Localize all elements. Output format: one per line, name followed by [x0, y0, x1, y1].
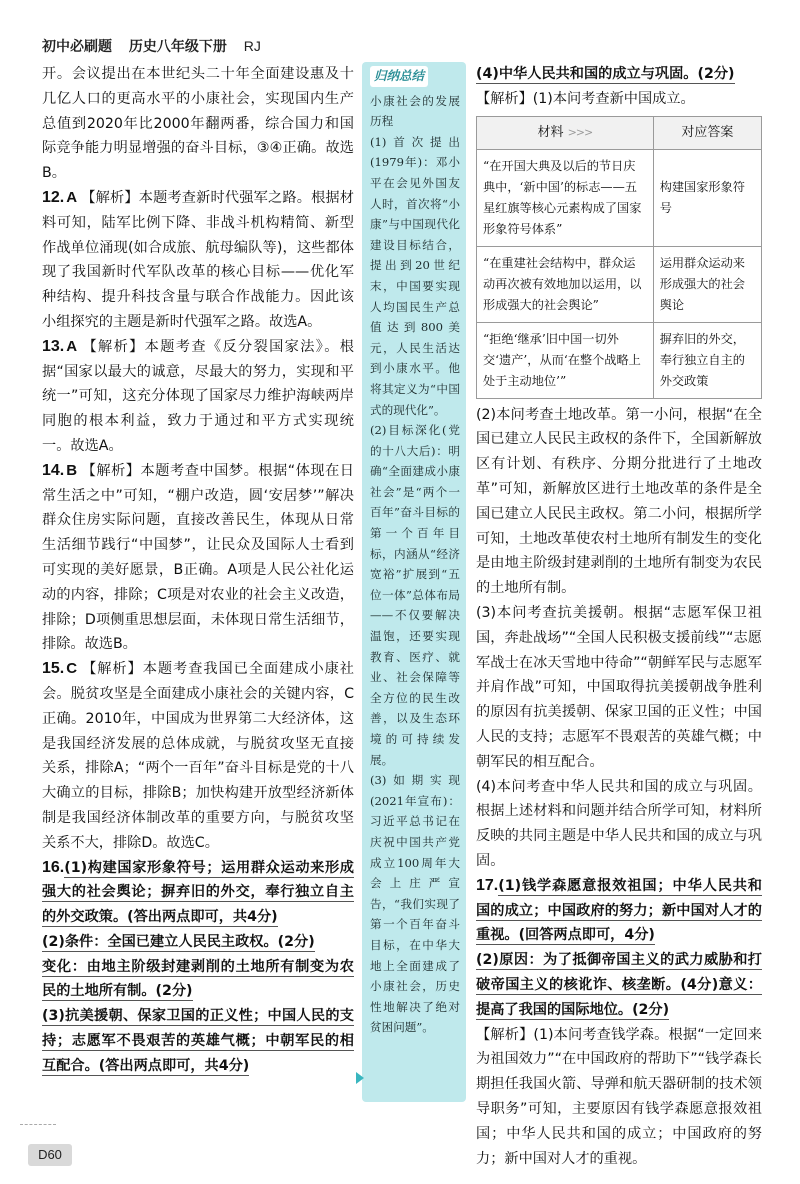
- answer-text: (2)条件：全国已建立人民民主政权。(2分): [42, 933, 315, 950]
- analysis-intro: 【解析】(1)本问考查新中国成立。: [476, 90, 695, 107]
- right-column: [476, 62, 762, 1171]
- table-cell-answer: 摒弃旧的外交，奉行独立自主的外交政策: [653, 322, 761, 398]
- question-number: 17.: [476, 876, 499, 894]
- answer-text: (4)中华人民共和国的成立与巩固。(2分): [476, 66, 735, 82]
- sidebar-body: [362, 91, 466, 1038]
- table-row: [477, 322, 762, 398]
- table-row: [477, 246, 762, 322]
- sidebar-stage-3: (3)如期实现(2021年宣布)：习近平总书记在庆祝中国共产党成立100周年大会上庄严宣告，“我们实现了第一个百年奋斗目标，在中华大地上全面建成了小康社会，历史性地解决了绝对贫困问题”。: [370, 773, 460, 1035]
- header-material: 材料 >>>: [477, 116, 654, 149]
- question-number: 13.: [42, 337, 65, 355]
- answer-text: 变化：由地主阶级封建剥削的土地所有制变为农民的土地所有制。(2分): [42, 958, 354, 1000]
- edition-label: RJ: [243, 38, 261, 54]
- material-answer-table: [476, 116, 762, 399]
- arrow-icon: >>>: [567, 126, 593, 140]
- question-number: 15.: [42, 660, 65, 678]
- question-number: 12.: [42, 188, 65, 206]
- book-title: 初中必刷题: [42, 39, 112, 55]
- sidebar-stage-2: (2)目标深化(党的十八大后)：明确“全面建成小康社会”是“两个一百年”奋斗目标的第一个百年目标，内涵从“经济宽裕”扩展到“五位一体”总体布局——不仅要解决温饱，还要实现教育、医疗、就业、社会保障等全方位的民生改善，以及生态环境的可持续发展。: [370, 423, 460, 767]
- question-16-part4: [476, 62, 762, 87]
- analysis-text: 【解析】本题考查我国已全面建成小康社会。脱贫攻坚是全面建成小康社会的关键内容，C正确。2010年，中国成为世界第二大经济体，这是我国经济发展的总体成就，与脱贫攻坚无直接关系，排除A；“两个一百年”奋斗目标是党的十八大确立的目标，排除B；加快构建开放型经济新体制是我国经济体制改革的重要方向，与脱贫攻坚关系不大，排除D。故选C。: [42, 661, 354, 851]
- question-number: 14.: [42, 461, 65, 479]
- answer-text: (1)钱学森愿意报效祖国；中华人民共和国的成立；中国政府的努力；新中国对人才的重视。(回答两点即可，4分): [476, 877, 762, 944]
- answer-letter: C: [66, 660, 78, 678]
- question-13: [42, 335, 354, 459]
- corner-decoration: [20, 1124, 56, 1135]
- question-16-part3: [42, 1004, 354, 1078]
- analysis-part2: (2)本问考查土地改革。第一小问，根据“在全国已建立人民民主政权的条件下，全国新解放区有计划、有秩序、分期分批进行了土地改革”可知，新解放区进行土地改革的条件是全国已建立人民民主政权。第二小问，根据所学可知，土地改革使农村土地所有制发生的变化是由地主阶级封建剥削的土地所有制变为农民的土地所有制。: [476, 406, 762, 597]
- question-17-part1: [476, 874, 762, 948]
- table-cell-answer: 运用群众运动来形成强大的社会舆论: [653, 246, 761, 322]
- question-15: [42, 657, 354, 855]
- page-number: D60: [28, 1144, 72, 1166]
- question-16-part2-change: [42, 955, 354, 1005]
- answer-letter: A: [66, 188, 78, 206]
- table-header-row: [477, 116, 762, 149]
- question-17-analysis: 【解析】(1)本问考查钱学森。根据“一定回来为祖国效力”“在中国政府的帮助下”“钱学森长期担任我国火箭、导弹和航天器研制的技术领导职务”可知，主要原因有钱学森愿意报效祖国；中华人民共和国的成立；中国政府的努力；新中国对人才的重视。: [476, 1026, 762, 1167]
- question-17-part2: [476, 948, 762, 1022]
- analysis-text: 【解析】本题考查《反分裂国家法》。根据“国家以最大的诚意，尽最大的努力，实现和平统一”可知，这充分体现了国家尽力维护海峡两岸同胞的根本利益，致力于通过和平方式实现统一。故选A。: [42, 338, 354, 454]
- answer-text: (2)原因：为了抵御帝国主义的武力威胁和打破帝国主义的核讹诈、核垄断。(4分): [476, 952, 762, 993]
- question-16-part1: [42, 856, 354, 930]
- subject-title: 历史八年级下册: [128, 39, 227, 55]
- sidebar-pointer-icon: [356, 1072, 364, 1084]
- answer-text: 意义：提高了我国的国际地位。(2分): [476, 976, 762, 1018]
- sidebar-stage-1: (1)首次提出(1979年)：邓小平在会见外国友人时，首次将“小康”与中国现代化建设目标结合，提出到20世纪末，中国要实现人均国民生产总值达到800美元，人民生活达到小康水平。他将其定义为“中国式的现代化”。: [370, 134, 460, 417]
- question-number: 16.: [42, 858, 65, 876]
- sidebar-heading: 小康社会的发展历程: [370, 93, 460, 129]
- table-cell-material: “在重建社会结构中，群众运动再次被有效地加以运用，以形成强大的社会舆论”: [477, 246, 654, 322]
- summary-sidebar: [362, 62, 466, 1102]
- page-header: [42, 36, 762, 62]
- table-cell-answer: 构建国家形象符号: [653, 149, 761, 246]
- question-12: [42, 186, 354, 335]
- analysis-text: 【解析】本题考查中国梦。根据“体现在日常生活之中”可知，“棚户改造，圆‘安居梦’”解决群众住房实际问题，直接改善民生，体现从日常生活细节践行“中国梦”，让民众及国际人士看到可实现的美好愿景，B正确。A项是人民公社化运动的内容，排除；C项是对农业的社会主义改造，排除；D项侧重思想层面，未体现日常生活细节，排除。故选B。: [42, 462, 354, 653]
- question-16-part2-condition: [42, 930, 354, 955]
- answer-letter: B: [66, 461, 78, 479]
- left-column: [42, 62, 354, 1079]
- analysis-part3: (3)本问考查抗美援朝。根据“志愿军保卫祖国，奔赴战场”“全国人民积极支援前线”“志愿军战士在冰天雪地中待命”“朝鲜军民与志愿军并肩作战”可知，中国取得抗美援朝战争胜利的原因有抗美援朝、保家卫国的正义性；中国人民的支持；志愿军不畏艰苦的英雄气概；中朝军民的相互配合。: [476, 604, 762, 770]
- answer-text: (3)抗美援朝、保家卫国的正义性；中国人民的支持；志愿军不畏艰苦的英雄气概；中朝军民的相互配合。(答出两点即可，共4分): [42, 1008, 354, 1074]
- analysis-part4: (4)本问考查中华人民共和国的成立与巩固。根据上述材料和问题并结合所学可知，材料所反映的共同主题是中华人民共和国的成立与巩固。: [476, 778, 762, 869]
- answer-text: (1)构建国家形象符号；运用群众运动来形成强大的社会舆论；摒弃旧的外交，奉行独立自主的外交政策。(答出两点即可，共4分): [42, 859, 354, 926]
- table-cell-material: “在开国大典及以后的节日庆典中，‘新中国’的标志——五星红旗等核心元素构成了国家形象符号体系”: [477, 149, 654, 246]
- q11-continuation: 开。会议提出在本世纪头二十年全面建设惠及十几亿人口的更高水平的小康社会，实现国内生产总值到2020年比2000年翻两番，综合国力和国际竞争能力明显增强的奋斗目标，③④正确。故选B。: [42, 66, 354, 182]
- header-answer: 对应答案: [653, 116, 761, 149]
- answer-letter: A: [66, 337, 78, 355]
- sidebar-title: 归纳总结: [370, 66, 428, 87]
- table-row: [477, 149, 762, 246]
- question-14: [42, 459, 354, 657]
- table-cell-material: “拒绝‘继承’旧中国一切外交‘遗产’，从而‘在整个战略上处于主动地位’”: [477, 322, 654, 398]
- analysis-text: 【解析】本题考查新时代强军之路。根据材料可知，陆军比例下降、非战斗机构精简、新型作战单位涌现(如合成旅、航母编队等)，这些都体现了我国新时代军队改革的核心目标——优化军种结构、提升科技含量与联合作战能力。因此该小组探究的主题是新时代强军之路。故选A。: [42, 189, 354, 330]
